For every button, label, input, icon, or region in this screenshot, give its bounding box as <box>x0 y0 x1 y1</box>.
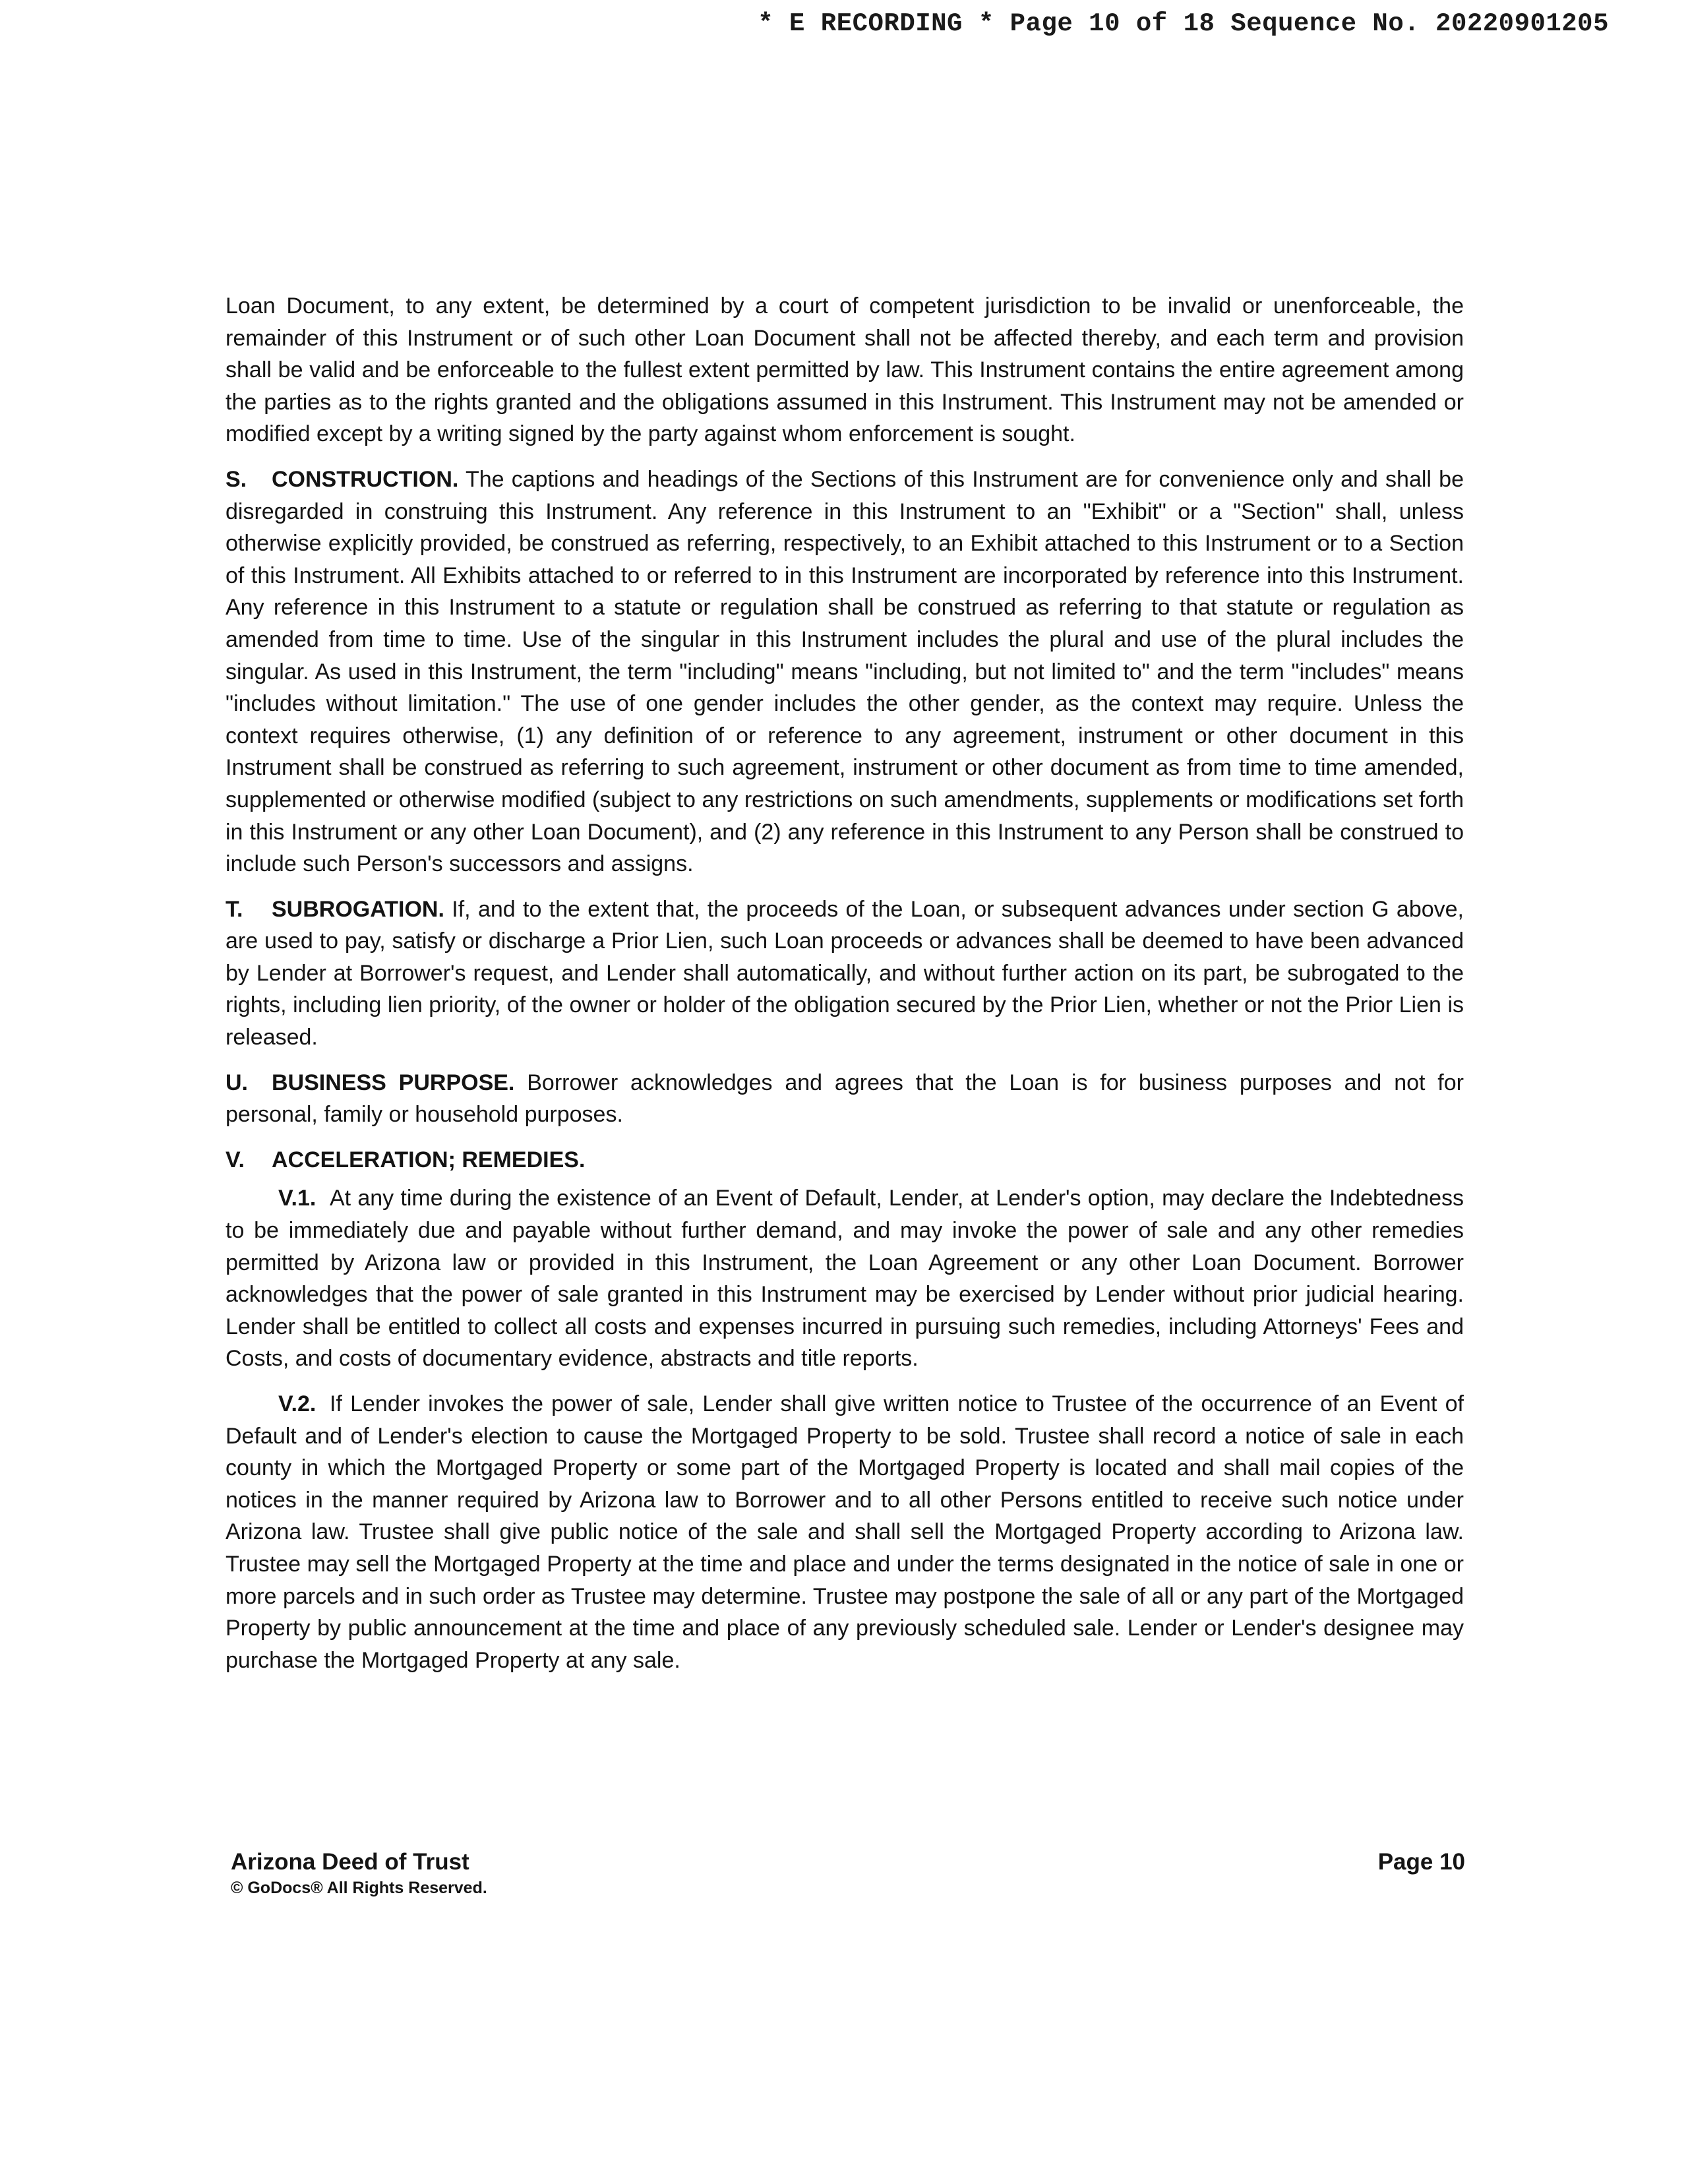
subsection-number: V.2. <box>278 1391 316 1416</box>
section-title: ACCELERATION; REMEDIES. <box>272 1147 586 1172</box>
subsection-v1 <box>226 1182 1464 1375</box>
section-u <box>226 1067 1464 1131</box>
recording-header: * E RECORDING * Page 10 of 18 Sequence No. 20220901205 <box>758 9 1609 38</box>
subsection-text: If Lender invokes the power of sale, Lender shall give written notice to Trustee of the occurrence of an Event of Default and of Lender's election to cause the Mortgaged Property to be sold. Trustee shall record a notice of sale in each county in which the Mortgaged Property or some part of the Mortgaged Property is located and shall mail copies of the notices in the manner required by Arizona law to Borrower and to all other Persons entitled to receive such notice under Arizona law. Trustee shall give public notice of the sale and shall sell the Mortgaged Property according to Arizona law. Trustee may sell the Mortgaged Property at the time and place and under the terms designated in the notice of sale in one or more parcels and in such order as Trustee may determine. Trustee may postpone the sale of all or any part of the Mortgaged Property by public announcement at the time and place of any previously scheduled sale. Lender or Lender's designee may purchase the Mortgaged Property at any sale. <box>226 1391 1464 1673</box>
subsection-number: V.1. <box>278 1186 316 1211</box>
footer-copyright: © GoDocs® All Rights Reserved. <box>231 1879 487 1897</box>
footer-title: Arizona Deed of Trust <box>231 1849 469 1875</box>
section-letter: U. <box>226 1070 248 1095</box>
footer <box>231 1848 487 1899</box>
section-letter: T. <box>226 896 243 922</box>
subsection-text: At any time during the existence of an Event of Default, Lender, at Lender's option, may declare the Indebtedness to be immediately due and payable without further demand, and may invoke the power of sale and any other remedies permitted by Arizona law or provided in this Instrument, the Loan Agreement or any other Loan Document. Borrower acknowledges that the power of sale granted in this Instrument may be exercised by Lender without prior judicial hearing. Lender shall be entitled to collect all costs and expenses incurred in pursuing such remedies, including Attorneys' Fees and Costs, and costs of documentary evidence, abstracts and title reports. <box>226 1186 1464 1372</box>
section-text: If, and to the extent that, the proceeds of the Loan, or subsequent advances under section G above, are used to pay, satisfy or discharge a Prior Lien, such Loan proceeds or advances shall be deemed to have been advanced by Lender at Borrower's request, and Lender shall automatically, and without further action on its part, be subrogated to the rights, including lien priority, of the owner or holder of the obligation secured by the Prior Lien, whether or not the Prior Lien is released. <box>226 896 1464 1050</box>
section-s <box>226 464 1464 880</box>
subsection-v2 <box>226 1388 1464 1676</box>
continuation-paragraph: Loan Document, to any extent, be determined by a court of competent jurisdiction to be invalid or unenforceable, the remainder of this Instrument or of such other Loan Document shall not be affected thereby, and each term and provision shall be valid and be enforceable to the fullest extent permitted by law. This Instrument contains the entire agreement among the parties as to the rights granted and the obligations assumed in this Instrument. This Instrument may not be amended or modified except by a writing signed by the party against whom enforcement is sought. <box>226 293 1464 447</box>
document-body <box>226 290 1464 1689</box>
section-title: BUSINESS PURPOSE. <box>272 1070 515 1095</box>
section-text: The captions and headings of the Sections of this Instrument are for convenience only and shall be disregarded in construing this Instrument. Any reference in this Instrument to an "Exhibit" or a "Section" shall, unless otherwise explicitly provided, be construed as referring, respectively, to an Exhibit attached to this Instrument or to a Section of this Instrument. All Exhibits attached to or referred to in this Instrument are incorporated by reference into this Instrument. Any reference in this Instrument to a statute or regulation shall be construed as referring to that statute or regulation as amended from time to time. Use of the singular in this Instrument includes the plural and use of the plural includes the singular. As used in this Instrument, the term "including" means "including, but not limited to" and the term "includes" means "includes without limitation." The use of one gender includes the other gender, as the context may require. Unless the context requires otherwise, (1) any definition of or reference to any agreement, instrument or other document in this Instrument shall be construed as referring to such agreement, instrument or other document as from time to time amended, supplemented or otherwise modified (subject to any restrictions on such amendments, supplements or modifications set forth in this Instrument or any other Loan Document), and (2) any reference in this Instrument to any Person shall be construed to include such Person's successors and assigns. <box>226 466 1464 877</box>
section-t <box>226 894 1464 1054</box>
section-letter: S. <box>226 466 247 492</box>
footer-page-number: Page 10 <box>1377 1849 1465 1875</box>
section-title: SUBROGATION. <box>272 896 444 922</box>
section-text: Borrower acknowledges and agrees that the Loan is for business purposes and not for personal, family or household purposes. <box>226 1070 1464 1128</box>
section-v <box>226 1144 1464 1176</box>
section-letter: V. <box>226 1147 245 1172</box>
section-title: CONSTRUCTION. <box>272 466 459 492</box>
